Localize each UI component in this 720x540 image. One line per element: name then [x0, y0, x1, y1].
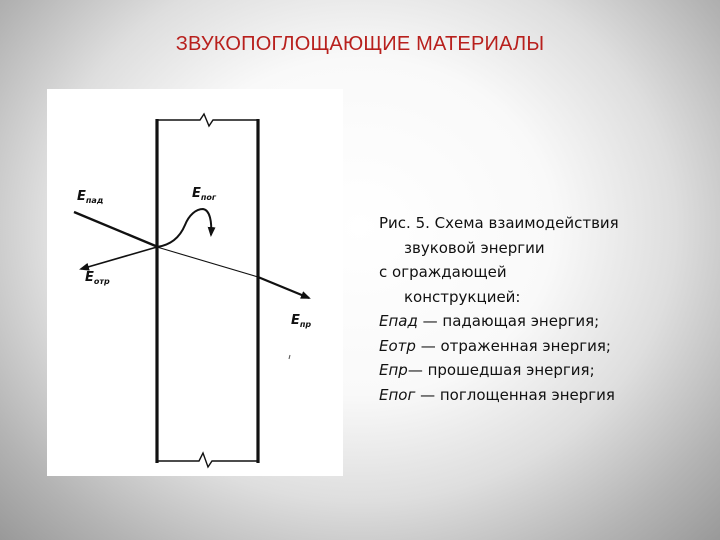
legend-item-e-pr [379, 358, 699, 383]
caption-line-4: конструкцией: [404, 287, 521, 306]
wall-break-bottom [157, 453, 258, 467]
wall-energy-diagram [47, 89, 343, 476]
legend-text: — поглощенная энергия [415, 385, 615, 404]
legend-symbol: Епр [379, 361, 408, 379]
label-e-pr: Eпр [291, 313, 312, 329]
figure-caption [379, 211, 699, 407]
legend-symbol: Еотр [379, 336, 416, 355]
reflected-ray [81, 247, 157, 269]
figure-panel [47, 89, 343, 476]
scan-speck [289, 355, 290, 359]
caption-line-1: Рис. 5. Схема взаимодействия [379, 214, 619, 232]
caption-line-2: звуковой энергии [404, 238, 545, 257]
wall-break-top [157, 114, 258, 126]
incident-ray [74, 212, 158, 247]
legend-symbol: Епад [379, 312, 418, 330]
caption-line-3: с ограждающей [379, 263, 507, 281]
transmitted-ray-outside [258, 277, 309, 298]
legend-symbol: Епог [379, 385, 416, 404]
legend-item-e-pog [379, 383, 699, 408]
legend-text: — отраженная энергия; [415, 336, 611, 355]
legend-item-e-otr [379, 334, 699, 359]
label-e-otr: Eотр [85, 270, 110, 286]
slide-title: ЗВУКОПОГЛОЩАЮЩИЕ МАТЕРИАЛЫ [175, 33, 545, 55]
label-e-pad: Eпад [77, 189, 104, 205]
legend-item-e-pad [379, 309, 699, 334]
legend-text: — падающая энергия; [417, 312, 600, 330]
transmitted-ray-inside [157, 247, 258, 277]
absorbed-energy-curve [157, 209, 211, 247]
label-e-pog: Eпог [192, 186, 217, 202]
legend-text: — прошедшая энергия; [407, 361, 595, 379]
